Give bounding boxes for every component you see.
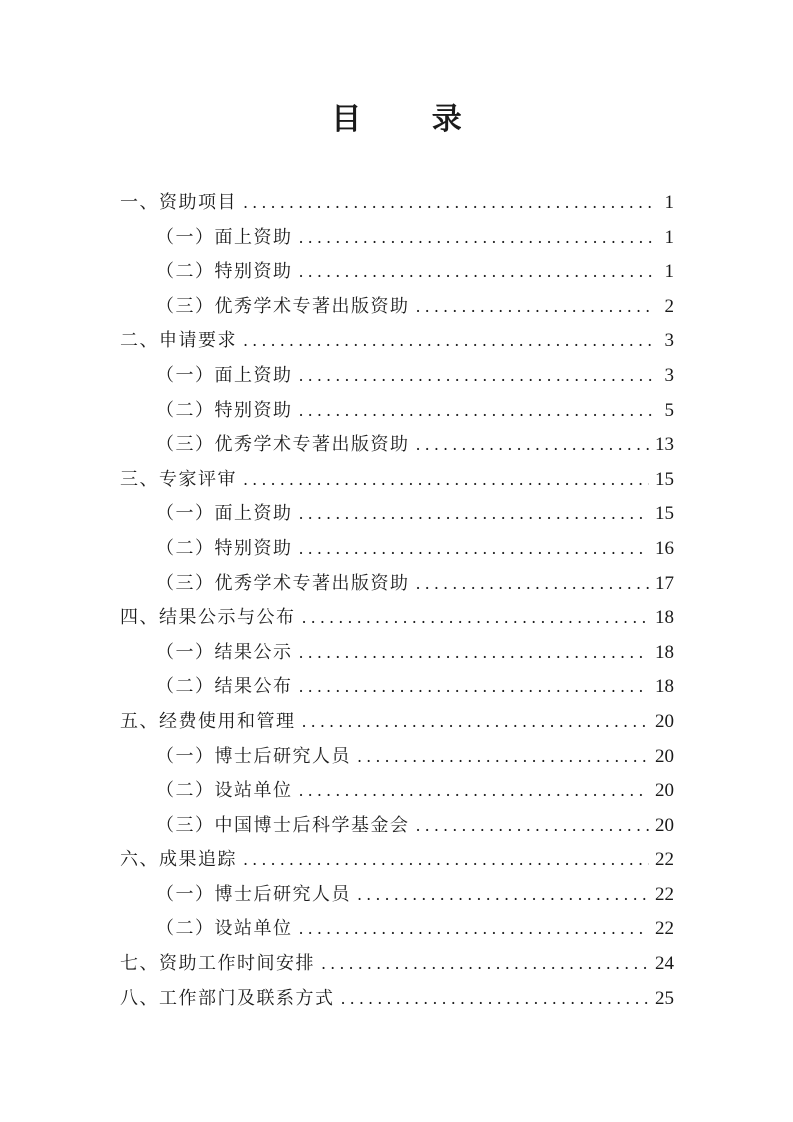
- table-of-contents: [120, 186, 674, 1016]
- toc-dot-leader: [302, 705, 650, 740]
- toc-entry-label: 三、专家评审: [120, 468, 237, 490]
- toc-dot-leader: [357, 878, 649, 913]
- toc-page-number: 3: [664, 330, 674, 352]
- toc-page-number: 22: [655, 918, 674, 940]
- toc-page-number: 15: [655, 468, 674, 490]
- toc-entry[interactable]: [120, 912, 674, 947]
- toc-dot-leader: [299, 912, 650, 947]
- toc-entry-label: 二、申请要求: [120, 330, 237, 352]
- toc-page-number: 17: [655, 572, 674, 594]
- toc-entry-label: （二）特别资助: [156, 399, 293, 421]
- toc-entry-label: （二）设站单位: [156, 780, 293, 802]
- toc-entry-label: 六、成果追踪: [120, 849, 237, 871]
- toc-entry-label: 七、资助工作时间安排: [120, 953, 315, 975]
- toc-entry[interactable]: [120, 636, 674, 671]
- toc-page-number: 22: [655, 883, 674, 905]
- toc-dot-leader: [299, 497, 650, 532]
- toc-entry-label: （一）面上资助: [156, 364, 293, 386]
- toc-page-number: 13: [655, 434, 674, 456]
- toc-entry[interactable]: [120, 463, 674, 498]
- toc-dot-leader: [299, 670, 650, 705]
- toc-entry[interactable]: [120, 705, 674, 740]
- toc-dot-leader: [299, 532, 650, 567]
- toc-entry[interactable]: [120, 359, 674, 394]
- toc-entry[interactable]: [120, 601, 674, 636]
- toc-page-number: 16: [655, 537, 674, 559]
- toc-page-number: 3: [664, 364, 674, 386]
- toc-dot-leader: [243, 324, 654, 359]
- toc-entry-label: （二）设站单位: [156, 918, 293, 940]
- toc-dot-leader: [416, 567, 650, 602]
- toc-dot-leader: [299, 774, 650, 809]
- toc-page-number: 1: [664, 226, 674, 248]
- toc-entry[interactable]: [120, 878, 674, 913]
- toc-page-number: 15: [655, 503, 674, 525]
- toc-dot-leader: [299, 221, 655, 256]
- toc-dot-leader: [341, 982, 650, 1017]
- toc-page-number: 18: [655, 676, 674, 698]
- toc-page-number: 20: [655, 780, 674, 802]
- toc-page-number: 20: [655, 745, 674, 767]
- toc-entry[interactable]: [120, 670, 674, 705]
- toc-dot-leader: [321, 947, 649, 982]
- toc-page-number: 5: [664, 399, 674, 421]
- toc-entry[interactable]: [120, 255, 674, 290]
- toc-dot-leader: [243, 463, 649, 498]
- toc-entry-label: （二）特别资助: [156, 261, 293, 283]
- toc-page-number: 2: [664, 295, 674, 317]
- toc-entry[interactable]: [120, 497, 674, 532]
- toc-entry-label: （二）特别资助: [156, 537, 293, 559]
- toc-entry[interactable]: [120, 843, 674, 878]
- toc-entry-label: （一）博士后研究人员: [156, 883, 351, 905]
- toc-entry[interactable]: [120, 186, 674, 221]
- toc-dot-leader: [416, 809, 650, 844]
- toc-page-number: 1: [664, 261, 674, 283]
- toc-dot-leader: [416, 290, 655, 325]
- toc-dot-leader: [299, 255, 655, 290]
- toc-entry-label: 一、资助项目: [120, 192, 237, 213]
- toc-page-number: 22: [655, 849, 674, 871]
- toc-page-number: 1: [664, 192, 674, 213]
- toc-entry[interactable]: [120, 221, 674, 256]
- toc-entry[interactable]: [120, 290, 674, 325]
- toc-entry-label: 五、经费使用和管理: [120, 710, 296, 732]
- toc-entry[interactable]: [120, 982, 674, 1017]
- toc-page-number: 18: [655, 641, 674, 663]
- toc-dot-leader: [299, 394, 655, 429]
- toc-entry-label: （三）中国博士后科学基金会: [156, 814, 410, 836]
- page-title: 目 录: [331, 102, 492, 137]
- toc-entry-label: （三）优秀学术专著出版资助: [156, 572, 410, 594]
- toc-page-number: 25: [655, 987, 674, 1009]
- toc-entry-label: （一）博士后研究人员: [156, 745, 351, 767]
- toc-entry[interactable]: [120, 809, 674, 844]
- toc-entry-label: （三）优秀学术专著出版资助: [156, 295, 410, 317]
- toc-dot-leader: [357, 740, 649, 775]
- toc-page-number: 20: [655, 710, 674, 732]
- toc-dot-leader: [299, 359, 655, 394]
- toc-entry[interactable]: [120, 567, 674, 602]
- toc-dot-leader: [416, 428, 650, 463]
- toc-entry-label: （一）面上资助: [156, 503, 293, 525]
- toc-entry-label: （一）结果公示: [156, 641, 293, 663]
- toc-dot-leader: [243, 843, 649, 878]
- toc-entry-label: （二）结果公布: [156, 676, 293, 698]
- toc-entry-label: （三）优秀学术专著出版资助: [156, 434, 410, 456]
- toc-entry[interactable]: [120, 740, 674, 775]
- toc-dot-leader: [302, 601, 650, 636]
- toc-entry-label: （一）面上资助: [156, 226, 293, 248]
- toc-entry[interactable]: [120, 532, 674, 567]
- toc-entry[interactable]: [120, 947, 674, 982]
- toc-entry[interactable]: [120, 774, 674, 809]
- toc-page-number: 18: [655, 607, 674, 629]
- toc-entry[interactable]: [120, 324, 674, 359]
- toc-dot-leader: [299, 636, 650, 671]
- toc-entry-label: 八、工作部门及联系方式: [120, 987, 335, 1009]
- toc-entry-label: 四、结果公示与公布: [120, 607, 296, 629]
- toc-page-number: 24: [655, 953, 674, 975]
- toc-entry[interactable]: [120, 428, 674, 463]
- toc-page-number: 20: [655, 814, 674, 836]
- toc-dot-leader: [243, 186, 654, 221]
- toc-entry[interactable]: [120, 394, 674, 429]
